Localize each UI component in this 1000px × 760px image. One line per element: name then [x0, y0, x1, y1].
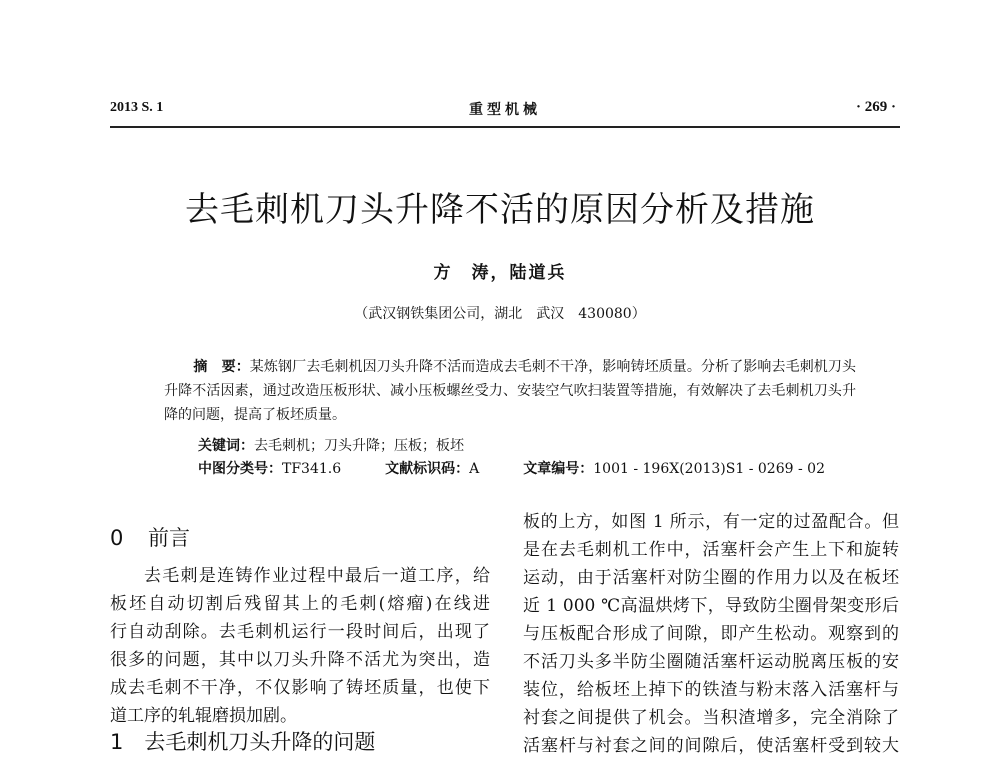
affiliation: （武汉钢铁集团公司，湖北 武汉 430080） [354, 306, 646, 322]
keywords [198, 435, 464, 455]
text-line: 活塞杆与衬套之间的间隙后，使活塞杆受到较大 [523, 736, 899, 756]
abstract [164, 355, 856, 427]
classification-line [198, 458, 898, 478]
text-line: 装位，给板坯上掉下的铁渣与粉末落入活塞杆与 [523, 680, 899, 700]
text-line: 是在去毛刺机工作中，活塞杆会产生上下和旋转 [523, 540, 899, 560]
text-line: 道工序的轧辊磨损加剧。 [110, 706, 297, 726]
doc-code-value: A [469, 461, 480, 477]
section-heading [110, 522, 190, 552]
text-line: 很多的问题，其中以刀头升降不活尤为突出，造 [110, 650, 490, 670]
clc-label: 中图分类号： [198, 461, 282, 477]
text-line: 近 1 000 ℃高温烘烤下，导致防尘圈骨架变形后 [523, 596, 899, 616]
keywords-label: 关键词： [198, 438, 254, 454]
left-column-text [110, 562, 490, 730]
text-line: 去毛刺是连铸作业过程中最后一道工序，给 [144, 566, 490, 586]
clc-value: TF341.6 [282, 461, 342, 477]
text-line: 衬套之间提供了机会。当积渣增多，完全消除了 [523, 708, 899, 728]
header-journal-name: 重型机械 [469, 102, 541, 118]
keywords-text: 去毛刺机；刀头升降；压板；板坯 [254, 438, 464, 454]
article-no-value: 1001 - 196X(2013)S1 - 0269 - 02 [593, 461, 825, 477]
article-no-label: 文章编号： [523, 461, 594, 477]
section-number: 0 [110, 526, 124, 550]
header-page-number: · 269 · [855, 99, 896, 115]
article-title: 去毛刺机刀头升降不活的原因分析及措施 [185, 190, 815, 230]
next-section-heading-partial: 1 去毛刺机刀头升降的问题 [110, 730, 376, 754]
text-line: 与压板配合形成了间隙，即产生松动。观察到的 [523, 624, 899, 644]
text-line: 不活刀头多半防尘圈随活塞杆运动脱离压板的安 [523, 652, 899, 672]
header-issue: 2013 S. 1 [110, 100, 164, 115]
abstract-text: 某炼钢厂去毛刺机因刀头升降不活而造成去毛刺不干净，影响铸坯质量。分析了影响去毛刺机刀头升降不活因素，通过改造压板形状、减小压板螺丝受力、安装空气吹扫装置等措施，有效解决了去毛刺机刀头升降的问题，提高了板坯质量。 [164, 359, 857, 423]
text-line: 板的上方，如图 1 所示，有一定的过盈配合。但 [523, 512, 899, 532]
header-rule [110, 126, 900, 128]
authors: 方 涛，陆道兵 [433, 263, 567, 283]
text-line: 运动，由于活塞杆对防尘圈的作用力以及在板坯 [523, 568, 899, 588]
text-line: 板坯自动切割后残留其上的毛刺(熔瘤)在线进 [110, 594, 490, 614]
abstract-label: 摘 要： [193, 359, 250, 375]
running-header [110, 98, 900, 122]
text-line: 行自动刮除。去毛刺机运行一段时间后，出现了 [110, 622, 490, 642]
doc-code-label: 文献标识码： [385, 461, 470, 477]
section-title: 前言 [148, 526, 190, 550]
text-line: 成去毛刺不干净，不仅影响了铸坯质量，也使下 [110, 678, 490, 698]
right-column-text [523, 508, 899, 760]
